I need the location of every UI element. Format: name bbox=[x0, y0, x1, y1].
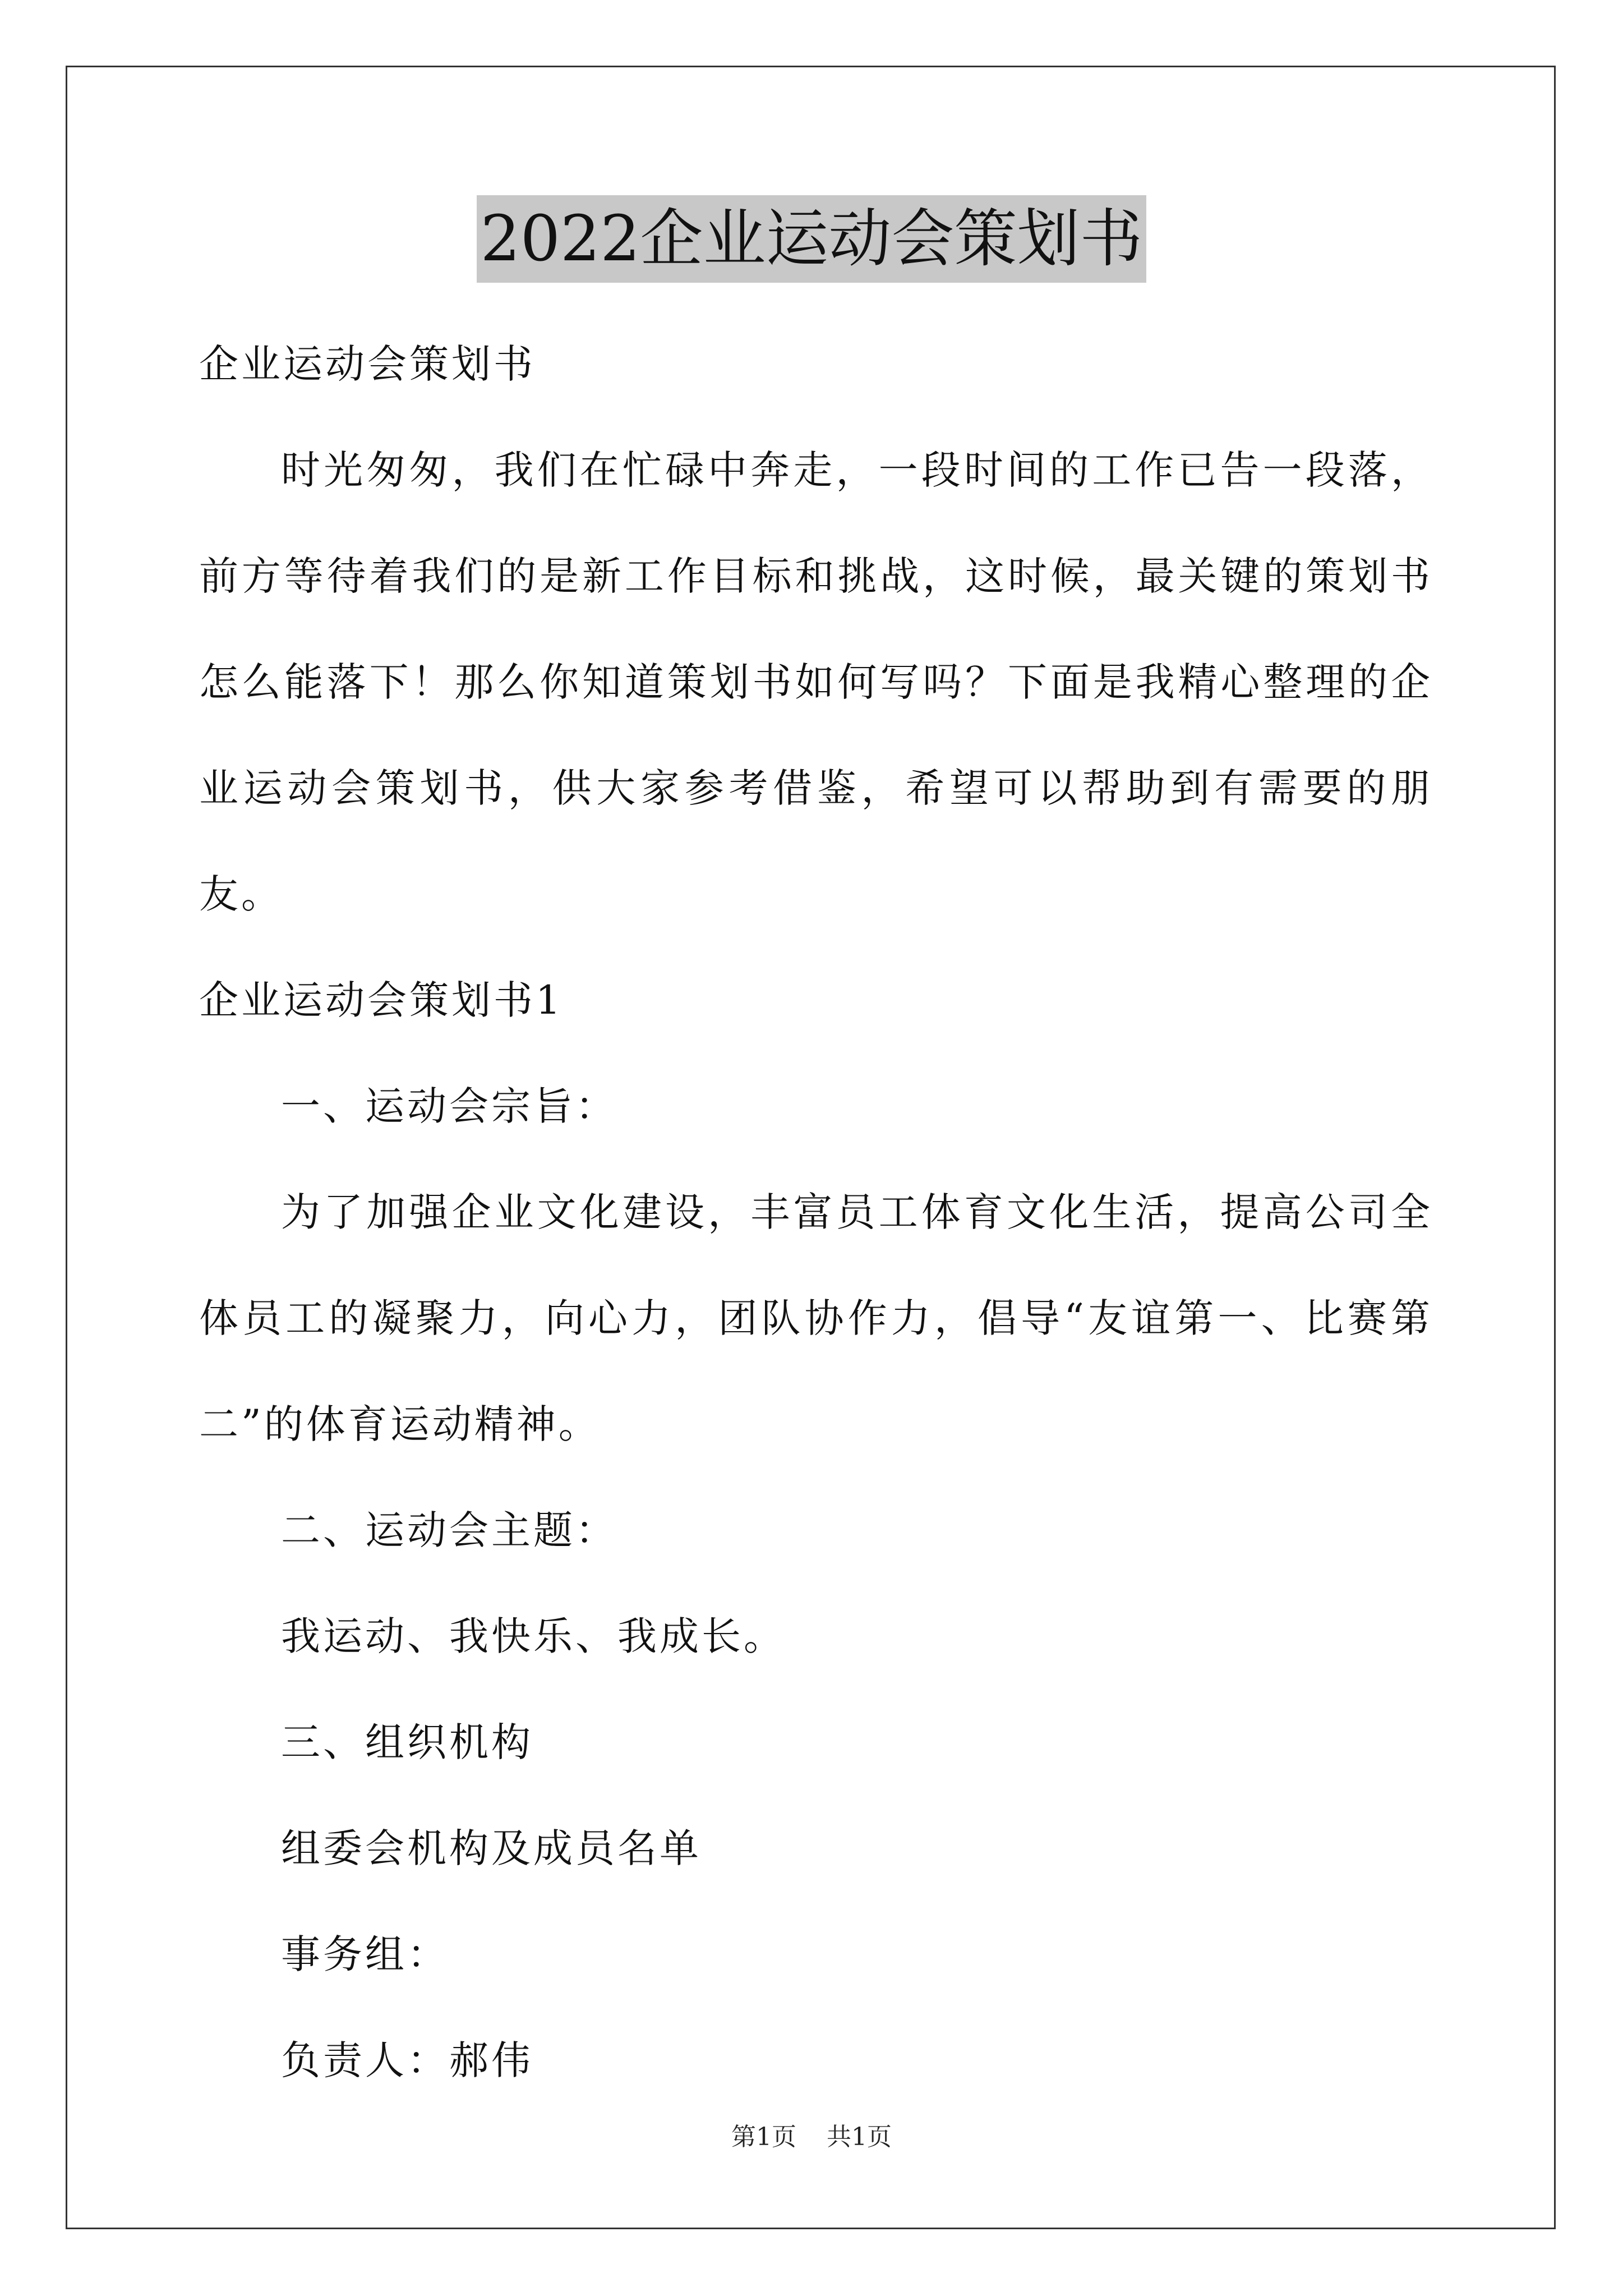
document-title: 2022企业运动会策划书 bbox=[477, 195, 1146, 283]
page-total: 共1页 bbox=[827, 2123, 892, 2151]
paragraph-theme-heading: 二、运动会主题： bbox=[281, 1507, 617, 1553]
paragraph-purpose-heading: 一、运动会宗旨： bbox=[281, 1083, 617, 1129]
paragraph-theme: 我运动、我快乐、我成长。 bbox=[281, 1613, 786, 1659]
paragraph-purpose: 为了加强企业文化建设，丰富员工体育文化生活，提高公司全体员工的凝聚力，向心力，团队协作力，倡导“友谊第一、比赛第二”的体育运动精神。 bbox=[199, 1189, 1433, 1447]
document-body bbox=[199, 311, 1433, 2114]
paragraph-section-heading: 企业运动会策划书1 bbox=[199, 977, 564, 1023]
paragraph-organization-heading: 三、组织机构 bbox=[281, 1719, 533, 1765]
paragraph-intro: 时光匆匆，我们在忙碌中奔走，一段时间的工作已告一段落，前方等待着我们的是新工作目标和挑战，这时候，最关键的策划书怎么能落下！那么你知道策划书如何写吗？下面是我精心整理的企业运动会策划书，供大家参考借鉴，希望可以帮助到有需要的朋友。 bbox=[199, 447, 1433, 917]
page-number: 第1页 bbox=[731, 2123, 796, 2151]
paragraph-committee: 组委会机构及成员名单 bbox=[281, 1825, 702, 1871]
paragraph-affairs-group: 事务组： bbox=[281, 1931, 449, 1977]
paragraph-responsible-person: 负责人：郝伟 bbox=[281, 2037, 533, 2083]
paragraph-subtitle: 企业运动会策划书 bbox=[199, 341, 536, 387]
page-footer bbox=[0, 2120, 1623, 2154]
title-container bbox=[0, 195, 1623, 283]
